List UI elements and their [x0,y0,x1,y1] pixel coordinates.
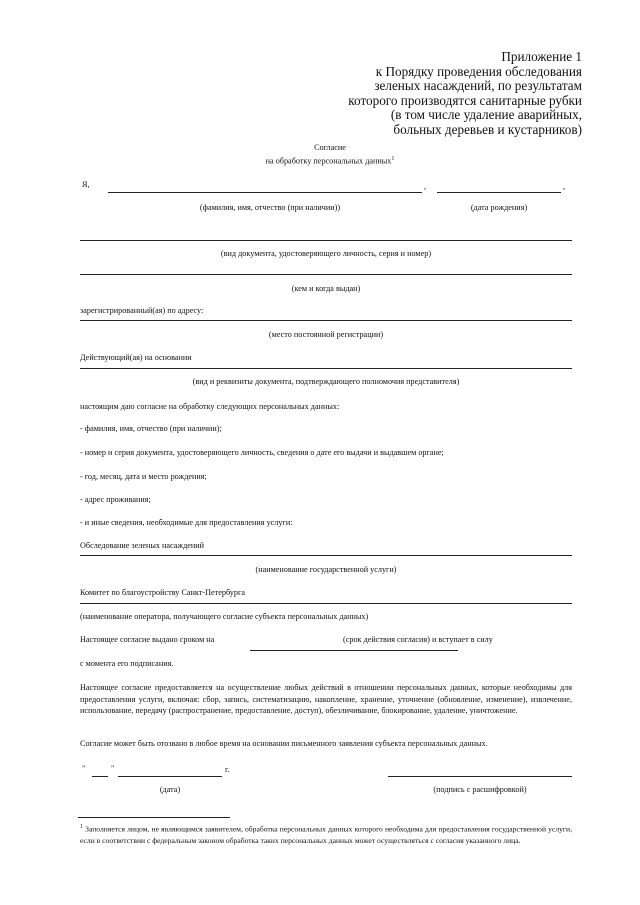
residence-caption: (место постоянной регистрации) [268,330,384,339]
fio-field[interactable] [108,192,422,193]
birth-caption: (дата рождения) [470,203,528,212]
issued-by-field[interactable] [80,274,572,275]
term-caption: (срок действия согласия) и вступает в силу [343,635,493,644]
list-item: - год, месяц, дата и место рождения; [80,472,207,481]
i-label: Я, [82,180,90,189]
id-document-caption: (вид документа, удостоверяющего личность, серия и номер) [220,249,432,258]
term-continuation: с момента его подписания. [80,659,174,668]
list-item: - и иные сведения, необходимые для предоставления услуги: [80,518,293,527]
appendix-line: больных деревьев и кустарников) [393,121,582,137]
operator-caption: (наименование оператора, получающего согласие субъекта персональных данных) [80,612,369,621]
appendix-header [322,50,582,138]
acting-label: Действующий(ая) на основании [80,353,192,362]
month-year-field[interactable] [118,776,222,777]
consent-title: Согласие [314,143,346,152]
date-caption: (дата) [159,785,181,794]
footnote [80,822,572,846]
footnote-mark: 1 [80,824,83,830]
year-suffix: г. [225,765,230,774]
term-field[interactable] [250,650,458,651]
id-document-field[interactable] [80,240,572,241]
footnote-ref: 1 [391,156,395,162]
term-label: Настоящее согласие выдано сроком на [80,635,215,644]
birth-date-field[interactable] [437,192,561,193]
revoke-text: Согласие может быть отозвано в любое время на основании письменного заявления субъекта персональных данных. [80,739,488,748]
signature-field[interactable] [388,776,572,777]
consent-intro: настоящим даю согласие на обработку следующих персональных данных: [80,402,340,411]
service-field[interactable] [80,555,572,556]
appendix-line: к Порядку проведения обследования [375,63,582,79]
comma: , [563,182,566,191]
rep-document-caption: (вид и реквизиты документа, подтверждающего полномочия представителя) [192,377,460,386]
list-item: - номер и серия документа, удостоверяющего личность, сведения о дате его выдачи и выдавшем органе; [80,448,444,457]
operator-value: Комитет по благоустройству Санкт-Петербурга [80,588,245,597]
consent-subtitle: на обработку персональных данных$^1$ [265,156,395,166]
list-item: - адрес проживания; [80,495,151,504]
actions-paragraph: Настоящее согласие предоставляется на осуществление любых действий в отношении персональных данных, которые необходимы для предоставления услуги, включая: сбор, запись, систематизацию, накопление, хранение, уточнение (обновление, изменение), извлечение, использование, передачу (распространение, предоставление, доступ), обезличивание, блокирование, удаление, уничтожение. [80,683,572,716]
quote-open: " [82,764,86,773]
appendix-line: Приложение 1 [501,49,582,64]
quote-close: " [111,764,115,773]
fio-caption: (фамилия, имя, отчество (при наличии)) [199,203,341,212]
appendix-line: которого производятся санитарные рубки [348,92,582,108]
signature-caption: (подпись с расшифровкой) [433,785,527,794]
rep-document-field[interactable] [80,368,572,369]
issued-by-caption: (кем и когда выдан) [291,284,361,293]
registered-label: зарегистрированный(ая) по адресу: [80,306,204,315]
comma: , [424,182,427,191]
appendix-line: (в том числе удаление аварийных, [390,107,582,123]
appendix-line: зеленых насаждений, по результатам [374,78,582,94]
operator-field[interactable] [80,603,572,604]
list-item: - фамилия, имя, отчество (при наличии); [80,424,222,433]
footnote-divider [78,817,230,818]
address-field[interactable] [80,320,572,321]
footnote-text: Заполняется лицом, не являющимся заявителем, обработка персональных данных которого необходима для предоставления государственной услуги, если в соответствии с федеральным законом обработка таких персональных данных может осуществляться с согласия указанного лица. [80,824,572,845]
service-caption: (наименование государственной услуги) [255,565,397,574]
day-field[interactable] [92,776,108,777]
service-value: Обследование зеленых насаждений [80,541,205,550]
